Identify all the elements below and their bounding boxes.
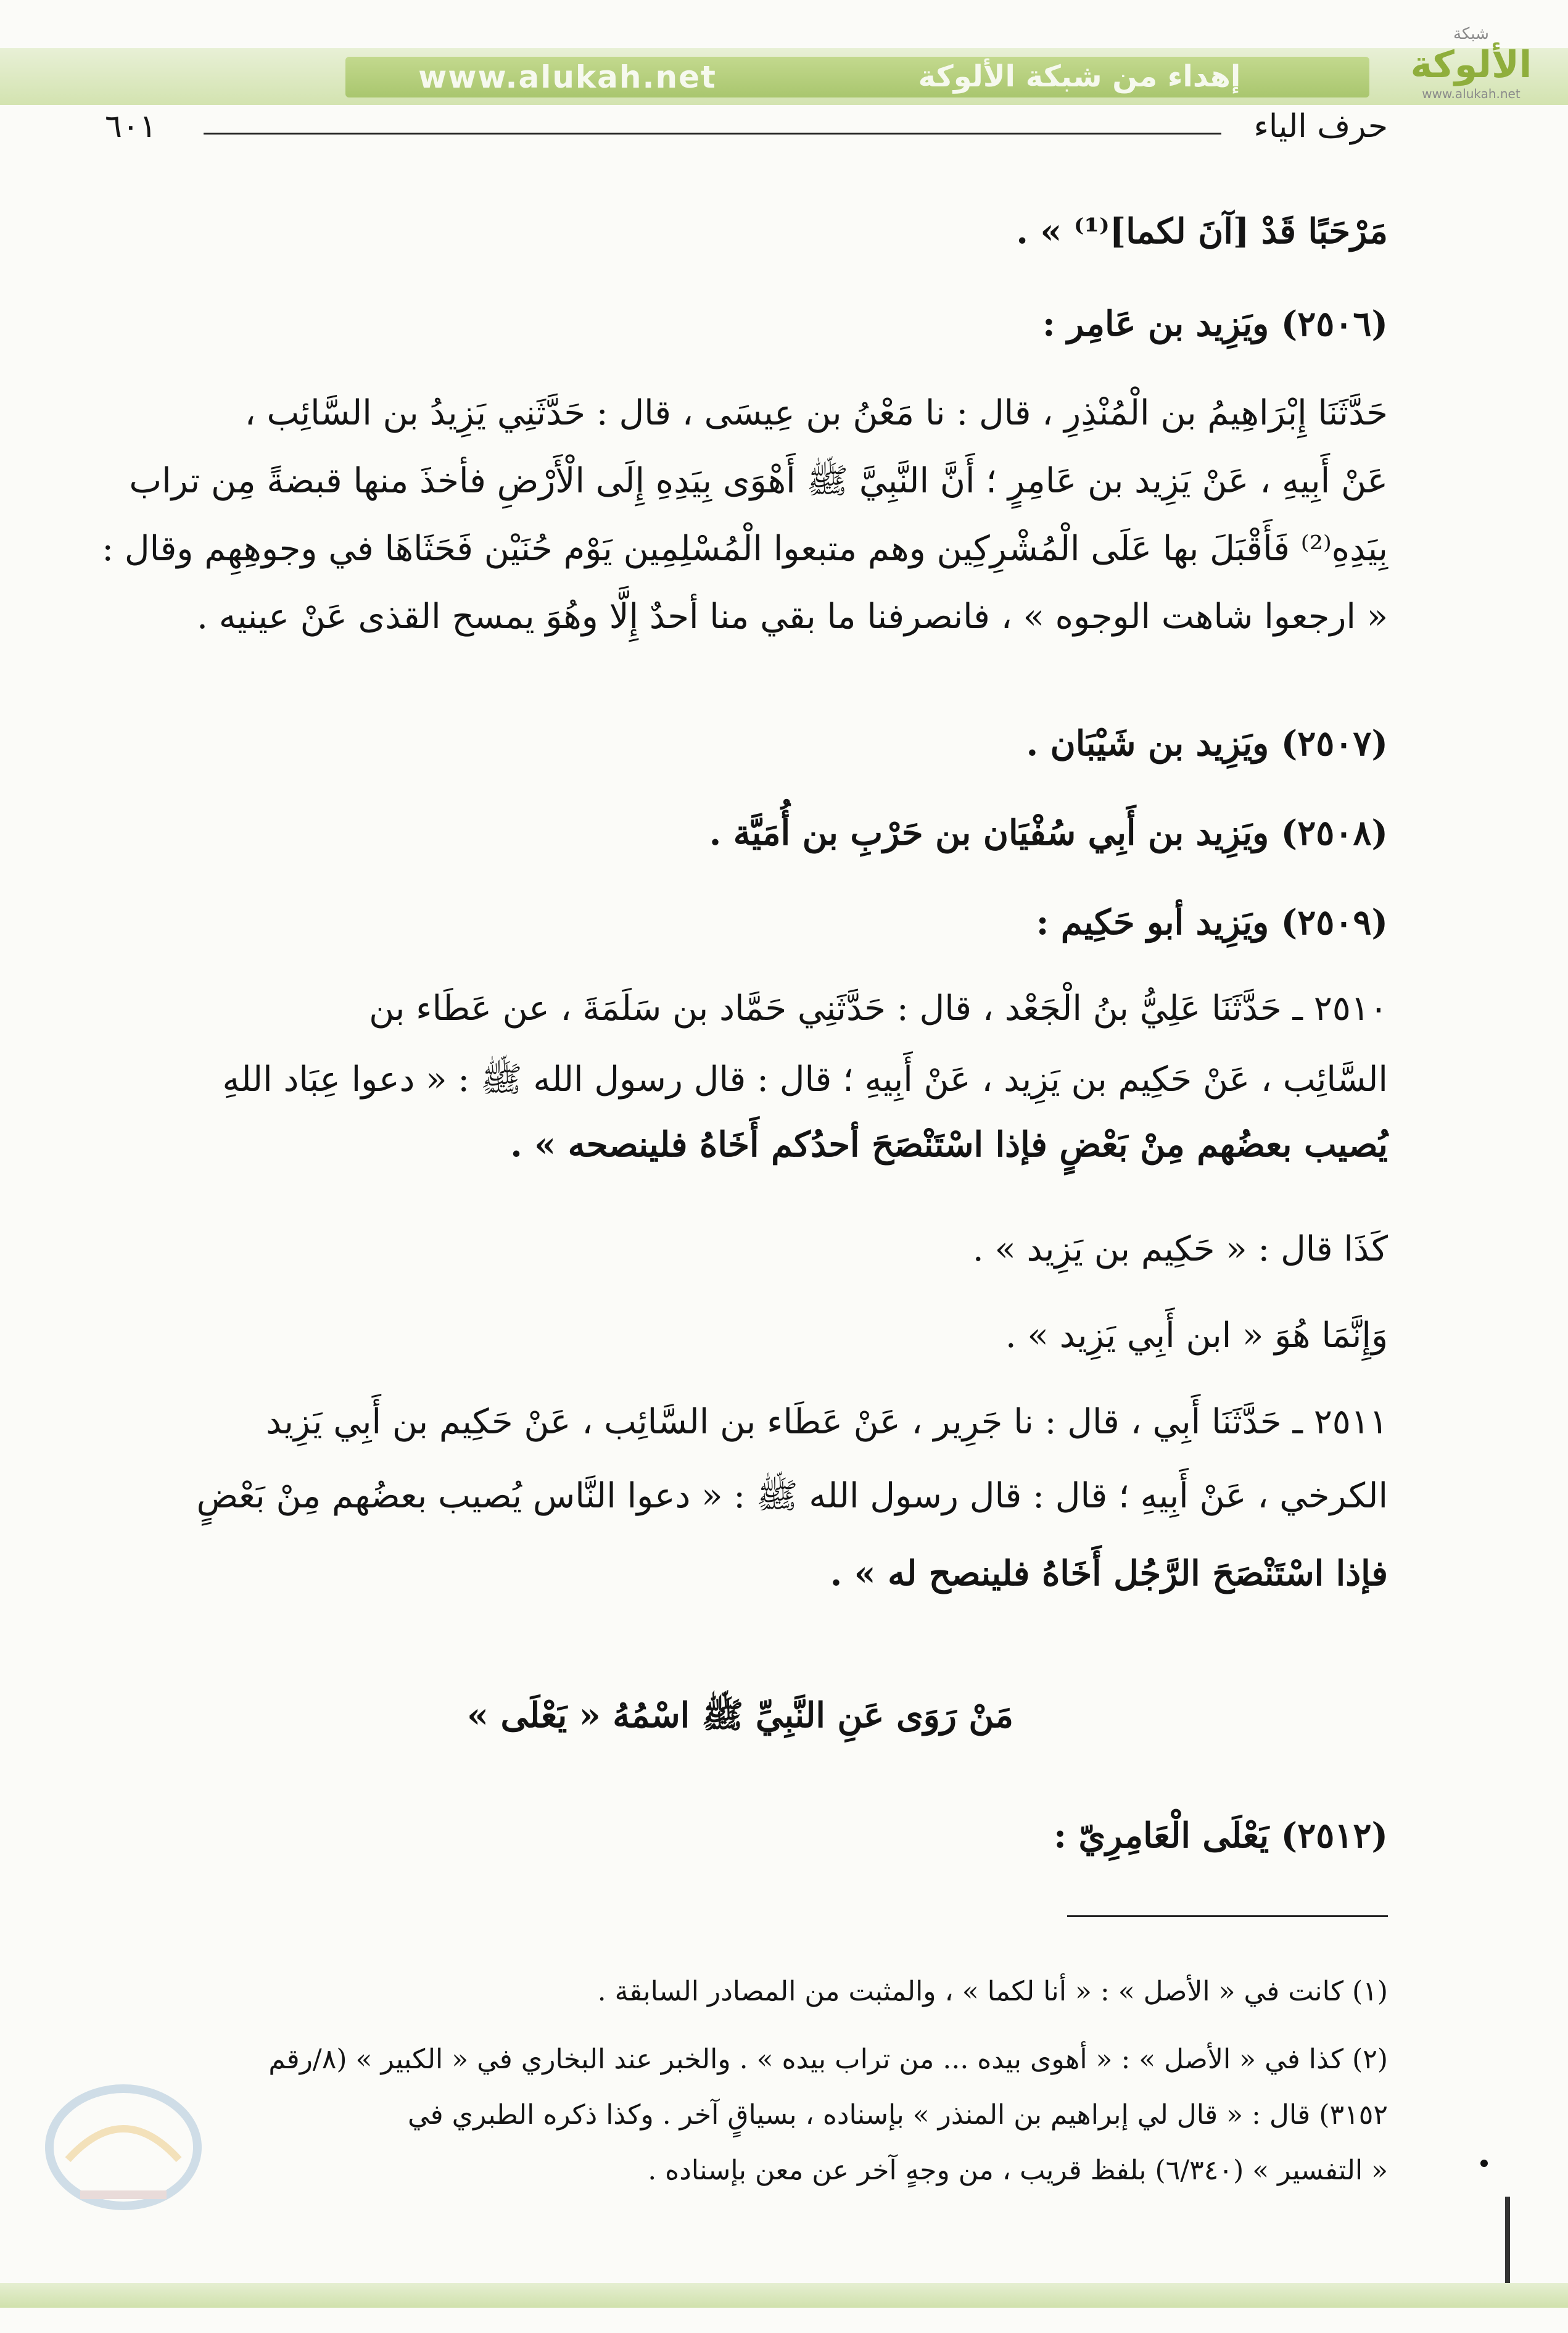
page-number: ٦٠١: [105, 108, 157, 145]
site-url[interactable]: www.alukah.net: [418, 59, 717, 95]
page-edge-mark: [1505, 2197, 1510, 2295]
hadith-2510-line-3: يُصيب بعضُهم مِنْ بَعْضٍ فإذا اسْتَنْصَحَ أحدُكم أَخَاهُ فلينصحه » .: [510, 1124, 1388, 1165]
header-rule: [204, 133, 1221, 135]
site-banner: [345, 57, 1369, 97]
running-head: [105, 108, 1388, 151]
hadith-2511-line-2: الكرخي ، عَنْ أَبِيهِ ؛ قال : قال رسول الله ﷺ : « دعوا النَّاس يُصيب بعضُهم مِنْ بَعْضٍ: [196, 1476, 1388, 1516]
logo-main-text: الألوكة: [1410, 43, 1532, 86]
hadith-2511-line-1: ٢٥١١ ـ حَدَّثَنَا أَبِي ، قال : نا جَرِير ، عَنْ عَطَاء بن السَّائِب ، عَنْ حَكِيم بن أَبِي يَزِيد: [265, 1402, 1388, 1442]
note-line-2: وَإِنَّمَا هُوَ « ابن أَبِي يَزِيد » .: [1005, 1316, 1388, 1356]
hadith-2511-line-3: فإذا اسْتَنْصَحَ الرَّجُل أَخَاهُ فلينصح له » .: [830, 1553, 1388, 1594]
body-line-4: عَنْ أَبِيهِ ، عَنْ يَزِيد بن عَامِرٍ ؛ أَنَّ النَّبِيَّ ﷺ أَهْوَى بِيَدِهِ إِلَى الْأَرْضِ فأخذَ منها قبضةً مِن تراب: [129, 461, 1388, 501]
logo-sub-text: www.alukah.net: [1422, 86, 1521, 101]
body-line-3: حَدَّثَنَا إِبْرَاهِيمُ بن الْمُنْذِرِ ، قال : نا مَعْنُ بن عِيسَى ، قال : حَدَّثَنِي يَزِيدُ بن السَّائِب ،: [244, 393, 1388, 433]
body-line-5: بِيَدِهِ⁽²⁾ فَأَقْبَلَ بها عَلَى الْمُشْرِكِين وهم متبعوا الْمُسْلِمِين يَوْم حُنَيْن فَحَثَاهَا في وجوهِهِم وقال :: [102, 529, 1388, 569]
hadith-2510-line-2: السَّائِب ، عَنْ حَكِيم بن يَزِيد ، عَنْ أَبِيهِ ؛ قال : قال رسول الله ﷺ : « دعوا عِبَاد اللهِ: [222, 1059, 1388, 1100]
note-line-1: كَذَا قال : « حَكِيم بن يَزِيد » .: [972, 1229, 1388, 1269]
footnote-2-line-3: « التفسير » (٦/٣٤٠) بلفظ قريب ، من وجهٍ آخر عن معن بإسناده .: [648, 2155, 1388, 2186]
alukah-logo: [1382, 25, 1561, 117]
footnote-2-line-2: ٣١٥٢) قال : « قال لي إبراهيم بن المنذر » بإسناده ، بسياقٍ آخر . وكذا ذكره الطبري في: [407, 2099, 1388, 2131]
entry-2507-heading: (٢٥٠٧) ويَزِيد بن شَيْبَان .: [1026, 723, 1388, 764]
section-heading-yala: مَنْ رَوَى عَنِ النَّبِيِّ ﷺ اسْمُهُ « يَعْلَى »: [467, 1695, 1013, 1736]
entry-2512-heading: (٢٥١٢) يَعْلَى الْعَامِرِيّ :: [1054, 1815, 1388, 1856]
hadith-2510-line-1: ٢٥١٠ ـ حَدَّثَنَا عَلِيُّ بنُ الْجَعْد ، قال : حَدَّثَنِي حَمَّاد بن سَلَمَةَ ، عن عَطَاء بن: [369, 988, 1388, 1029]
banner-dedication: إهداء من شبكة الألوكة: [918, 59, 1241, 94]
watermark-stamp-icon: [25, 2073, 222, 2215]
entry-2509-heading: (٢٥٠٩) ويَزِيد أبو حَكِيم :: [1036, 902, 1388, 943]
footnote-2-line-1: (٢) كذا في « الأصل » : « أهوى بيده ... من تراب بيده » . والخبر عند البخاري في « الكبير » (٨/رقم: [268, 2044, 1388, 2075]
body-line-6: « ارجعوا شاهت الوجوه » ، فانصرفنا ما بقي منا أحدٌ إِلَّا وهُوَ يمسح القذى عَنْ عينيه .: [197, 597, 1388, 637]
entry-2506-heading: (٢٥٠٦) ويَزِيد بن عَامِر :: [1042, 304, 1388, 344]
body-line-1: مَرْحَبًا قَدْ [آنَ لكما]⁽¹⁾ » .: [1016, 211, 1388, 252]
entry-2508-heading: (٢٥٠٨) ويَزِيد بن أَبِي سُفْيَان بن حَرْبِ بن أُمَيَّة .: [709, 813, 1388, 853]
footnote-rule: [1067, 1915, 1388, 1917]
bottom-band: [0, 2283, 1568, 2308]
logo-top-text: شبكة: [1453, 25, 1489, 43]
chapter-title: حرف الياء: [1253, 108, 1388, 145]
margin-dot: [1480, 2160, 1488, 2167]
footnote-1: (١) كانت في « الأصل » : « أنا لكما » ، والمثبت من المصادر السابقة .: [597, 1976, 1388, 2007]
